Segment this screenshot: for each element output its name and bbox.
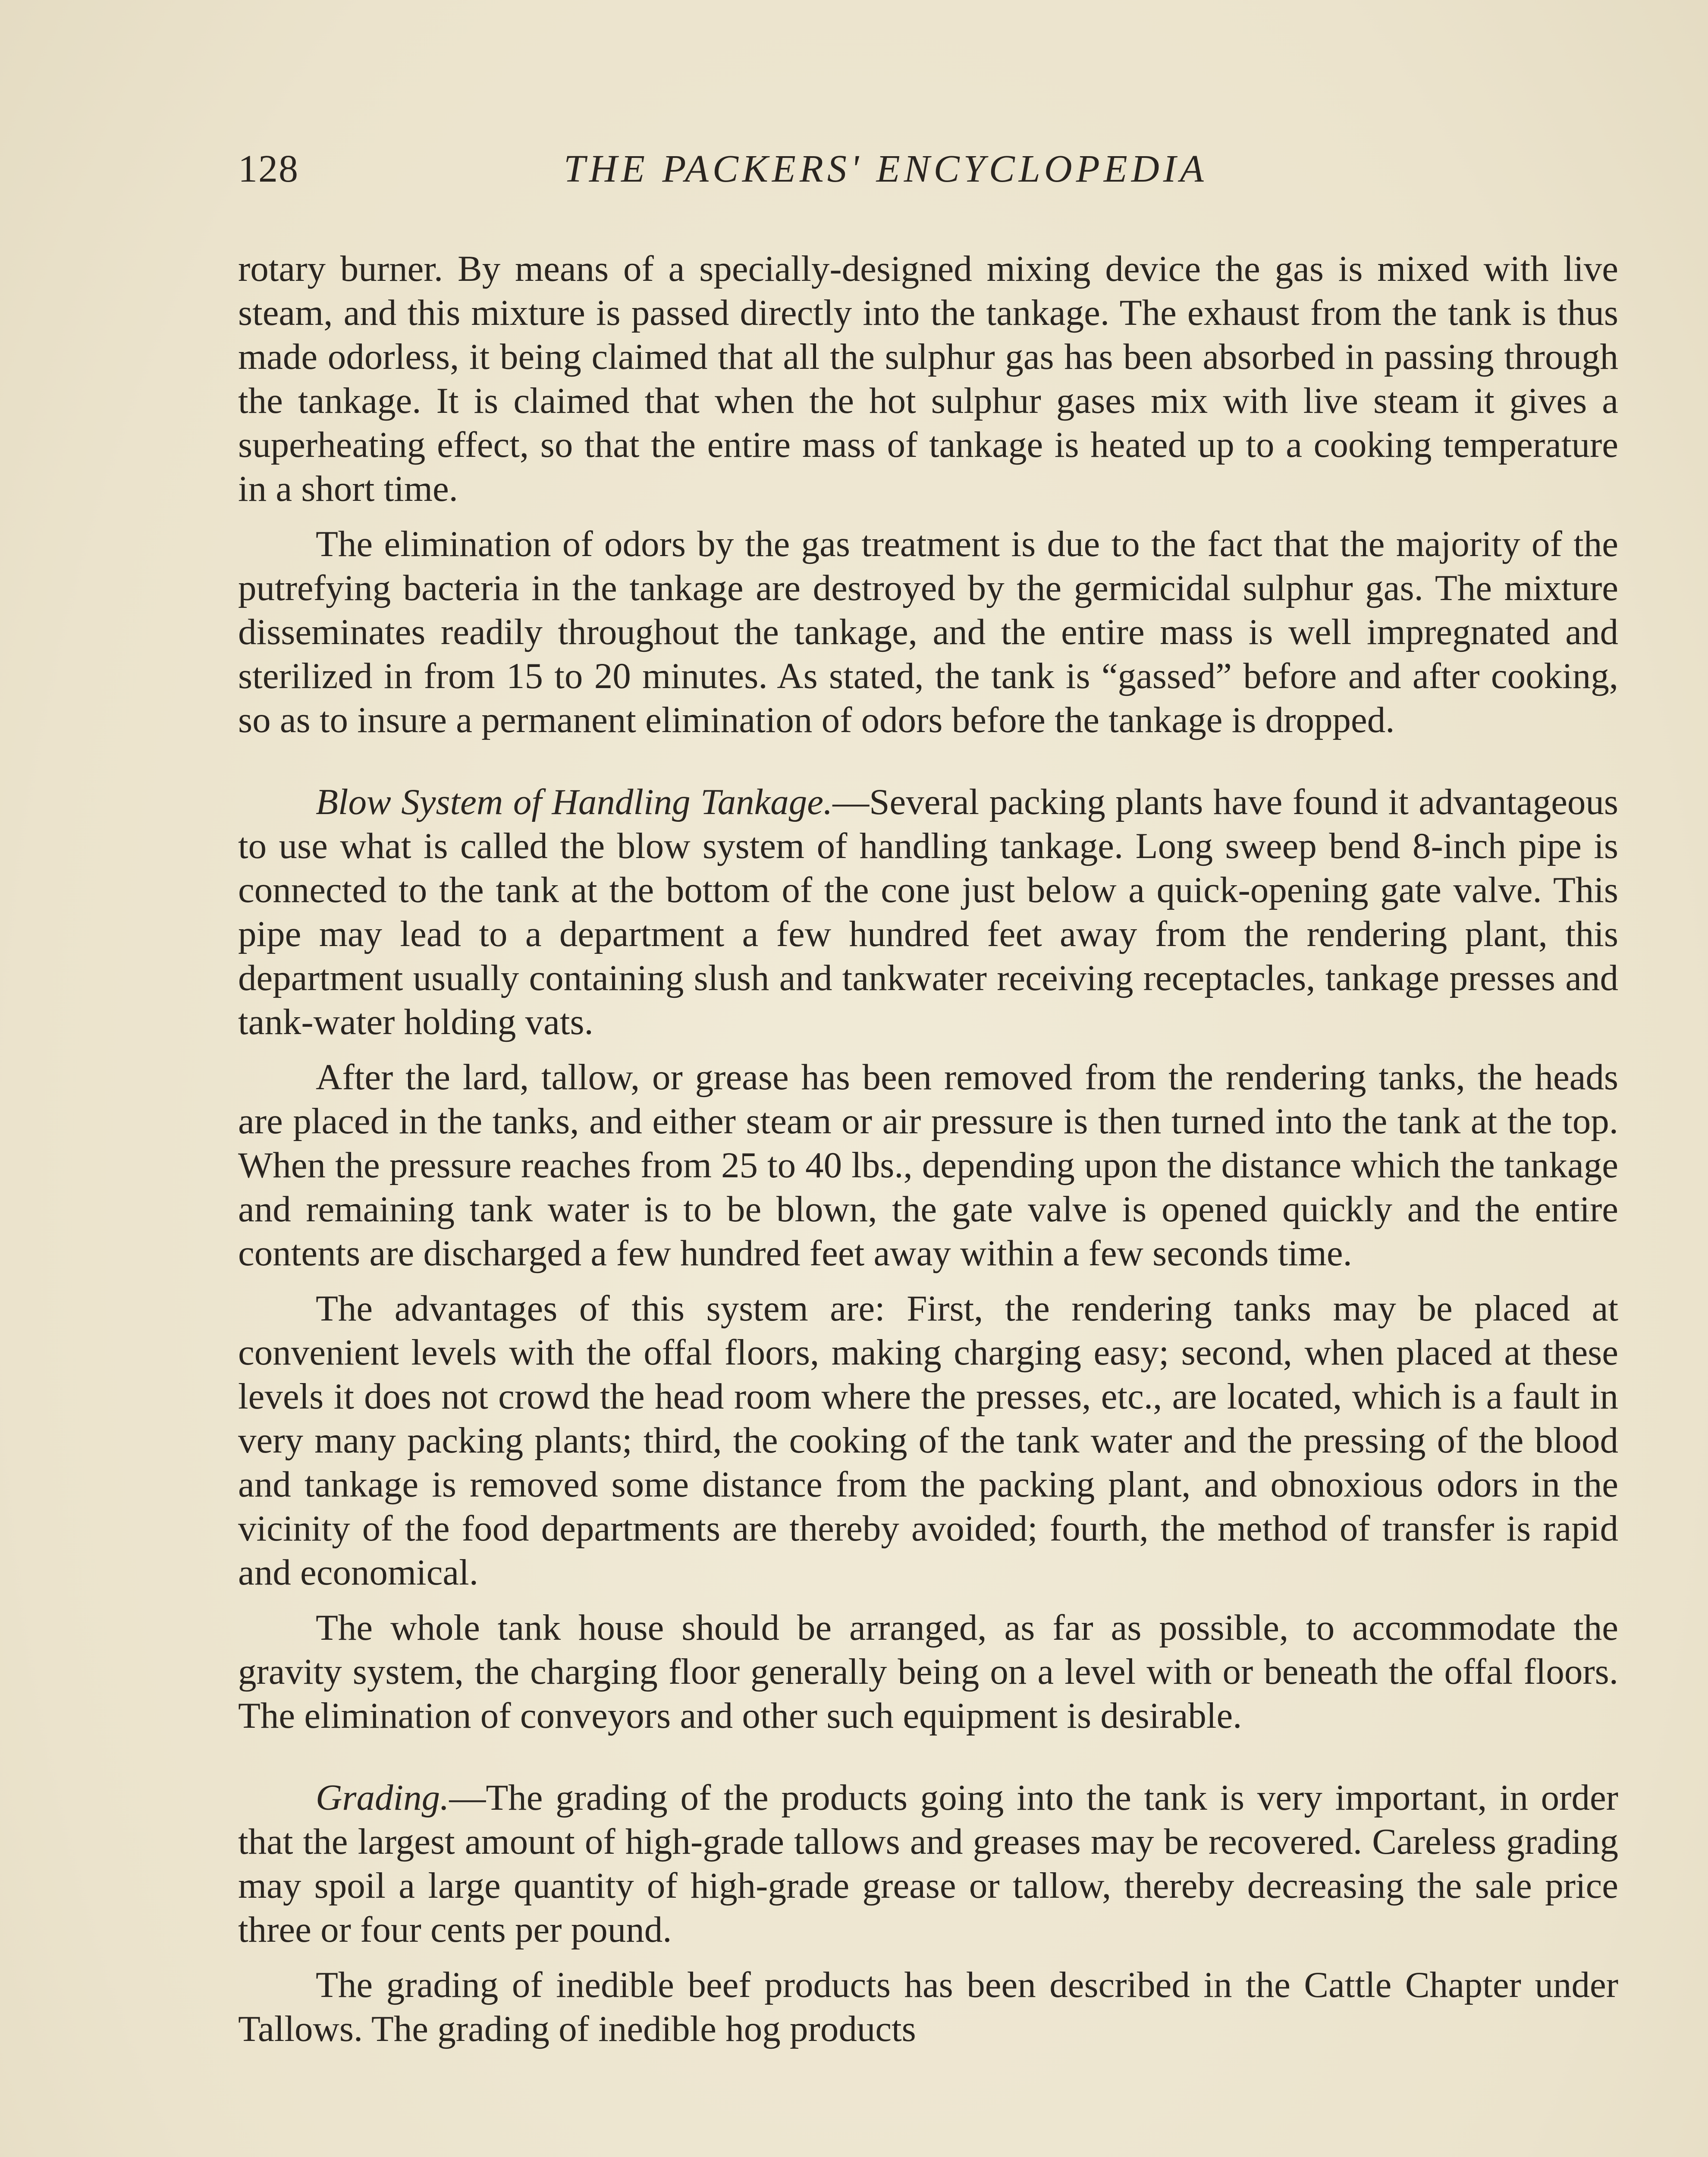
- paragraph-tank-house: The whole tank house should be arranged, as far as possible, to accommodate the gravity system, the charging floor generally being on a level with or beneath the offal floors. The elimination of conveyors and other such equipment is desirable.: [238, 1607, 1618, 1736]
- paragraph-continued: rotary burner. By means of a specially-designed mixing device the gas is mixed with live steam, and this mixture is passed directly into the tankage. The exhaust from the tank is thus made odorless, it being claimed that all the sulphur gas has been absorbed in passing through the tankage. It is claimed that when the hot sulphur gases mix with live steam it gives a superheating effect, so that the entire mass of tankage is heated up to a cooking temperature in a short time.: [238, 248, 1618, 509]
- section-heading-grading: Grading.: [316, 1777, 449, 1818]
- body-text: [238, 247, 1618, 2051]
- section-heading-blow-system: Blow System of Handling Tankage.: [316, 782, 833, 822]
- paragraph-inedible-grading: The grading of inedible beef products has been described in the Cattle Chapter under Tallows. The grading of inedible hog products: [238, 1965, 1618, 2049]
- paragraph-blow-system: [238, 780, 1618, 1044]
- paragraph-advantages: The advantages of this system are: First, the rendering tanks may be placed at convenient levels with the offal floors, making charging easy; second, when placed at these levels it does not crowd the head room where the presses, etc., are located, which is a fault in very many packing plants; third, the cooking of the tank water and the pressing of the blood and tankage is removed some distance from the packing plant, and obnoxious odors in the vicinity of the food departments are thereby avoided; fourth, the method of transfer is rapid and economical.: [238, 1288, 1618, 1593]
- running-title: THE PACKERS' ENCYCLOPEDIA: [564, 148, 1208, 190]
- page-number: 128: [238, 148, 299, 190]
- paragraph-blow-system-text: —Several packing plants have found it advantageous to use what is called the blow system of handling tankage. Long sweep bend 8-inch pipe is connected to the tank at the bottom of the cone just below a quick-opening gate valve. This pipe may lead to a department a few hundred feet away from the rendering plant, this department usually containing slush and tankwater receiving receptacles, tankage presses and tank-water holding vats.: [238, 782, 1619, 1042]
- paragraph-odor-elimination: The elimination of odors by the gas treatment is due to the fact that the majority of the putrefying bacteria in the tankage are destroyed by the germicidal sulphur gas. The mixture disseminates readily throughout the tankage, and the entire mass is well impregnated and sterilized in from 15 to 20 minutes. As stated, the tank is “gassed” before and after cooking, so as to insure a permanent elimination of odors before the tankage is dropped.: [238, 524, 1618, 740]
- paragraph-blow-procedure: After the lard, tallow, or grease has been removed from the rendering tanks, the heads are placed in the tanks, and either steam or air pressure is then turned into the tank at the top. When the pressure reaches from 25 to 40 lbs., depending upon the distance which the tankage and remaining tank water is to be blown, the gate valve is opened quickly and the entire contents are discharged a few hundred feet away within a few seconds time.: [238, 1057, 1618, 1273]
- paragraph-grading: [238, 1776, 1618, 1952]
- page-header: [238, 147, 1286, 198]
- paragraph-grading-text: —The grading of the products going into the tank is very important, in order that the largest amount of high-grade tallows and greases may be recovered. Careless grading may spoil a large quantity of high-grade grease or tallow, thereby decreasing the sale price three or four cents per pound.: [238, 1777, 1618, 1950]
